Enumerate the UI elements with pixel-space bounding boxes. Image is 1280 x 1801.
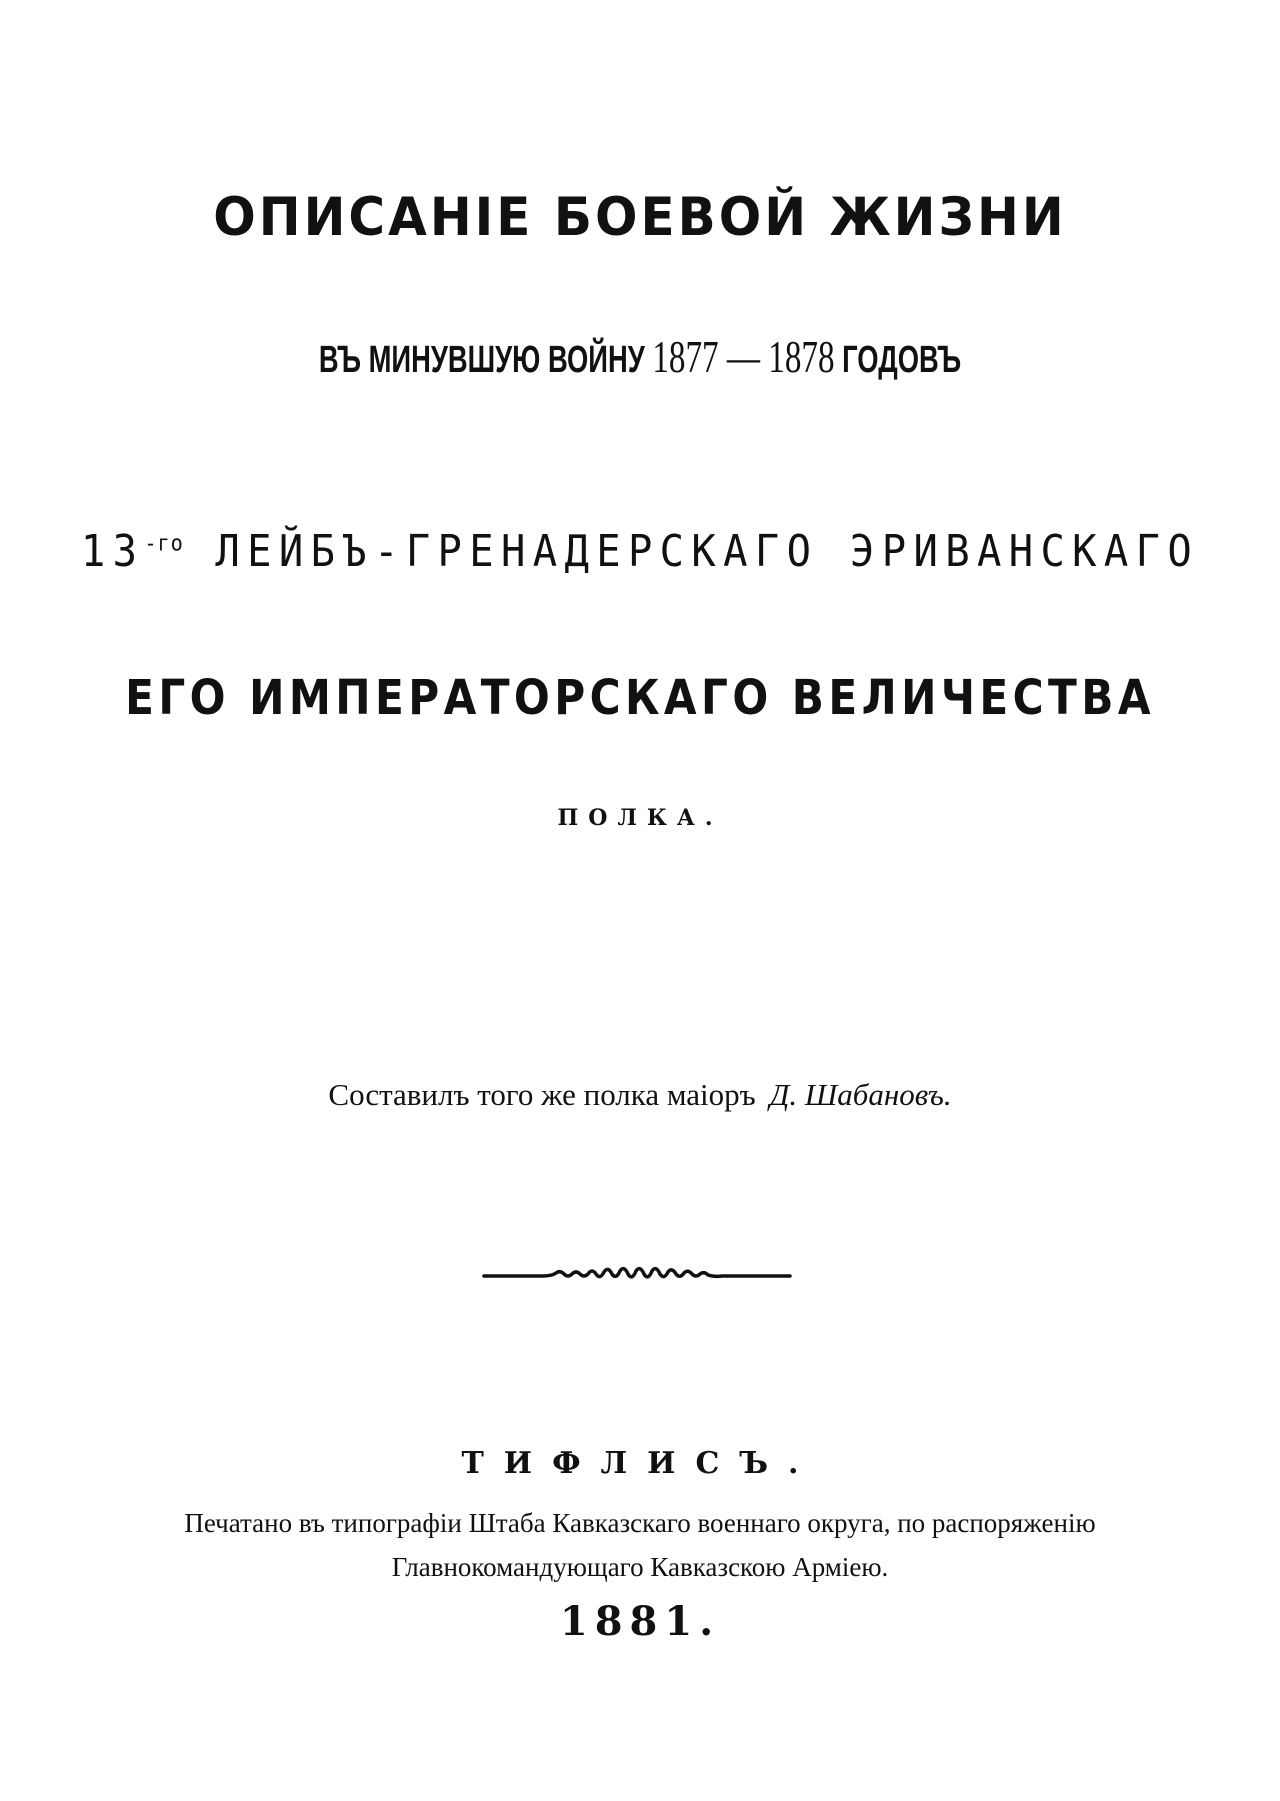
subtitle-years: 1877 — 1878 [652,331,835,382]
imprint-city: ТИФЛИСЪ. [461,1446,819,1481]
author-name: Д. Шабановъ. [769,1077,952,1112]
majesty-line: ЕГО ИМПЕРАТОРСКАГО ВЕЛИЧЕСТВА [125,670,1155,726]
subtitle-prefix: ВЪ МИНУВШУЮ ВОЙНУ [318,339,645,381]
polka-line: ПОЛКА. [557,805,723,831]
imprint-printer-line-1: Печатано въ типографіи Штаба Кавказскаго военнаго округа, по распоряженію [184,1508,1096,1538]
war-subtitle [179,330,1101,383]
author-line [0,1077,1280,1113]
regiment-name: ЛЕЙБЪ-ГРЕНАДЕРСКАГО ЭРИВАНСКАГО [215,526,1200,577]
regiment-name-line [51,526,1229,577]
regiment-number: 13 [80,526,145,577]
imprint-printer-line-2: Главнокомандующаго Кавказскою Арміею. [391,1552,889,1582]
book-title: ОПИСАНІЕ БОЕВОЙ ЖИЗНИ [213,186,1067,248]
ornament-line [484,1269,790,1277]
author-text: Составилъ того же полка маіоръ [328,1077,756,1112]
regiment-number-suffix: -го [144,531,184,557]
imprint-year: 1881. [559,1598,721,1645]
ornament-divider [482,1263,792,1287]
subtitle-suffix: ГОДОВЪ [842,339,962,381]
